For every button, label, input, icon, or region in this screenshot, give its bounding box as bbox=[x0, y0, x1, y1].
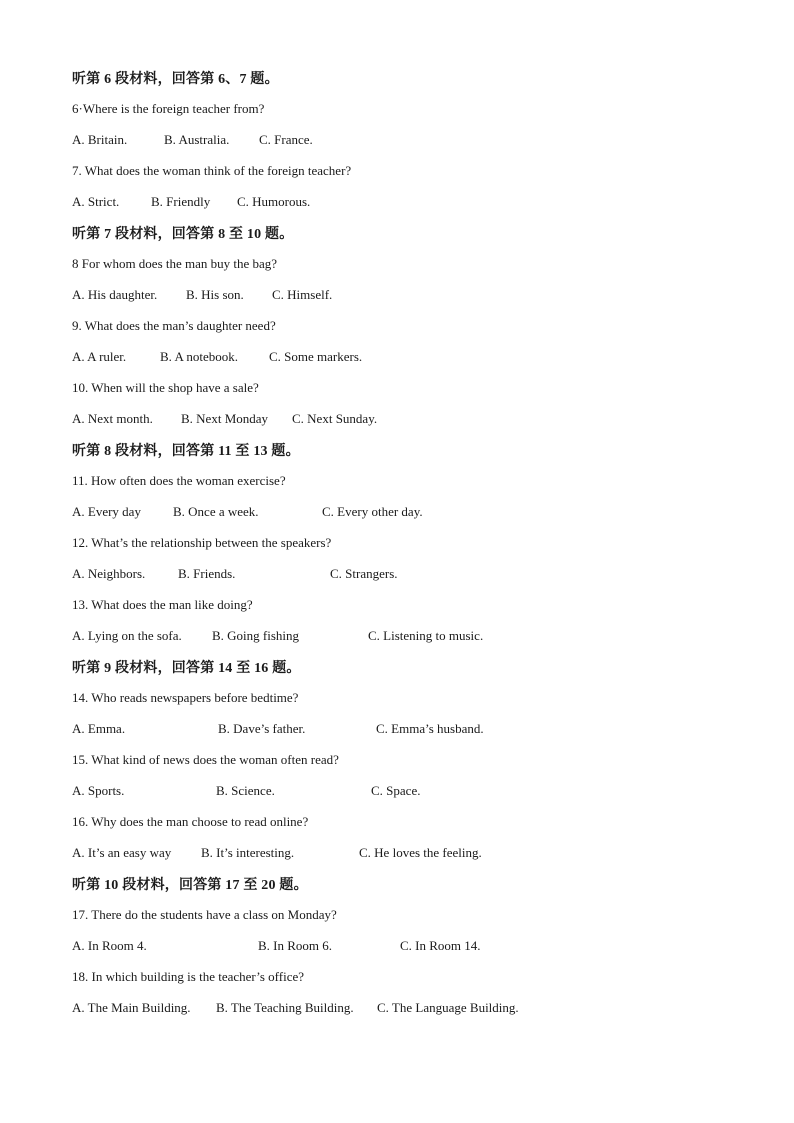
options-row bbox=[72, 341, 752, 372]
option-c: C. The Language Building. bbox=[377, 999, 519, 1015]
option-b: B. Science. bbox=[216, 782, 275, 798]
question-text: 8 For whom does the man buy the bag? bbox=[72, 255, 278, 271]
option-c: C. Next Sunday. bbox=[292, 410, 378, 426]
question-text: 13. What does the man like doing? bbox=[72, 596, 253, 612]
question-text: 6·Where is the foreign teacher from? bbox=[72, 100, 265, 116]
option-a: A. In Room 4. bbox=[72, 937, 147, 953]
option-a: A. A ruler. bbox=[72, 348, 127, 364]
option-c: C. Space. bbox=[371, 782, 421, 798]
question-text: 17. There do the students have a class on Monday? bbox=[72, 906, 337, 922]
options-row bbox=[72, 713, 752, 744]
option-b: B. In Room 6. bbox=[258, 937, 333, 953]
option-b: B. His son. bbox=[186, 286, 244, 302]
question-text: 9. What does the man’s daughter need? bbox=[72, 317, 276, 333]
document-page bbox=[72, 62, 752, 1023]
question-text: 7. What does the woman think of the foreign teacher? bbox=[72, 162, 352, 178]
options-row bbox=[72, 837, 752, 868]
option-c: C. France. bbox=[259, 131, 313, 147]
question-text: 12. What’s the relationship between the speakers? bbox=[72, 534, 332, 550]
options-row bbox=[72, 496, 752, 527]
option-c: C. Strangers. bbox=[330, 565, 398, 581]
option-b: B. Friends. bbox=[178, 565, 236, 581]
options-row bbox=[72, 620, 752, 651]
option-a: A. The Main Building. bbox=[72, 999, 191, 1015]
option-b: B. Next Monday bbox=[181, 410, 269, 426]
section-heading: 听第 8 段材料，回答第 11 至 13 题。 bbox=[72, 443, 300, 459]
options-row bbox=[72, 558, 752, 589]
option-c: C. Humorous. bbox=[237, 193, 311, 209]
option-b: B. A notebook. bbox=[160, 348, 239, 364]
option-b: B. Friendly bbox=[151, 193, 211, 209]
option-a: A. Emma. bbox=[72, 720, 126, 736]
option-a: A. Strict. bbox=[72, 193, 120, 209]
option-c: C. Himself. bbox=[272, 286, 333, 302]
section-heading: 听第 6 段材料，回答第 6、7 题。 bbox=[72, 71, 279, 87]
question-text: 16. Why does the man choose to read online? bbox=[72, 813, 309, 829]
option-b: B. Dave’s father. bbox=[218, 720, 306, 736]
option-b: B. Australia. bbox=[164, 131, 230, 147]
section-heading: 听第 10 段材料，回答第 17 至 20 题。 bbox=[72, 877, 308, 893]
options-row bbox=[72, 775, 752, 806]
options-row bbox=[72, 930, 752, 961]
option-a: A. His daughter. bbox=[72, 286, 158, 302]
option-b: B. It’s interesting. bbox=[201, 844, 295, 860]
option-c: C. In Room 14. bbox=[400, 937, 481, 953]
options-row bbox=[72, 186, 752, 217]
option-c: C. He loves the feeling. bbox=[359, 844, 482, 860]
option-c: C. Every other day. bbox=[322, 503, 423, 519]
options-row bbox=[72, 124, 752, 155]
question-text: 11. How often does the woman exercise? bbox=[72, 472, 286, 488]
options-row bbox=[72, 403, 752, 434]
option-a: A. Every day bbox=[72, 503, 141, 519]
option-a: A. Next month. bbox=[72, 410, 153, 426]
option-a: A. Sports. bbox=[72, 782, 125, 798]
question-text: 15. What kind of news does the woman often read? bbox=[72, 751, 339, 767]
option-b: B. Once a week. bbox=[173, 503, 259, 519]
section-heading: 听第 9 段材料，回答第 14 至 16 题。 bbox=[72, 660, 301, 676]
section-heading: 听第 7 段材料，回答第 8 至 10 题。 bbox=[72, 226, 294, 242]
option-a: A. Neighbors. bbox=[72, 565, 146, 581]
option-b: B. The Teaching Building. bbox=[216, 999, 354, 1015]
question-text: 10. When will the shop have a sale? bbox=[72, 379, 259, 395]
options-row bbox=[72, 992, 752, 1023]
question-text: 18. In which building is the teacher’s office? bbox=[72, 968, 305, 984]
option-b: B. Going fishing bbox=[212, 627, 300, 643]
option-a: A. Britain. bbox=[72, 131, 128, 147]
option-a: A. It’s an easy way bbox=[72, 844, 172, 860]
options-row bbox=[72, 279, 752, 310]
question-text: 14. Who reads newspapers before bedtime? bbox=[72, 689, 299, 705]
option-c: C. Emma’s husband. bbox=[376, 720, 484, 736]
option-c: C. Listening to music. bbox=[368, 627, 484, 643]
option-c: C. Some markers. bbox=[269, 348, 363, 364]
option-a: A. Lying on the sofa. bbox=[72, 627, 182, 643]
